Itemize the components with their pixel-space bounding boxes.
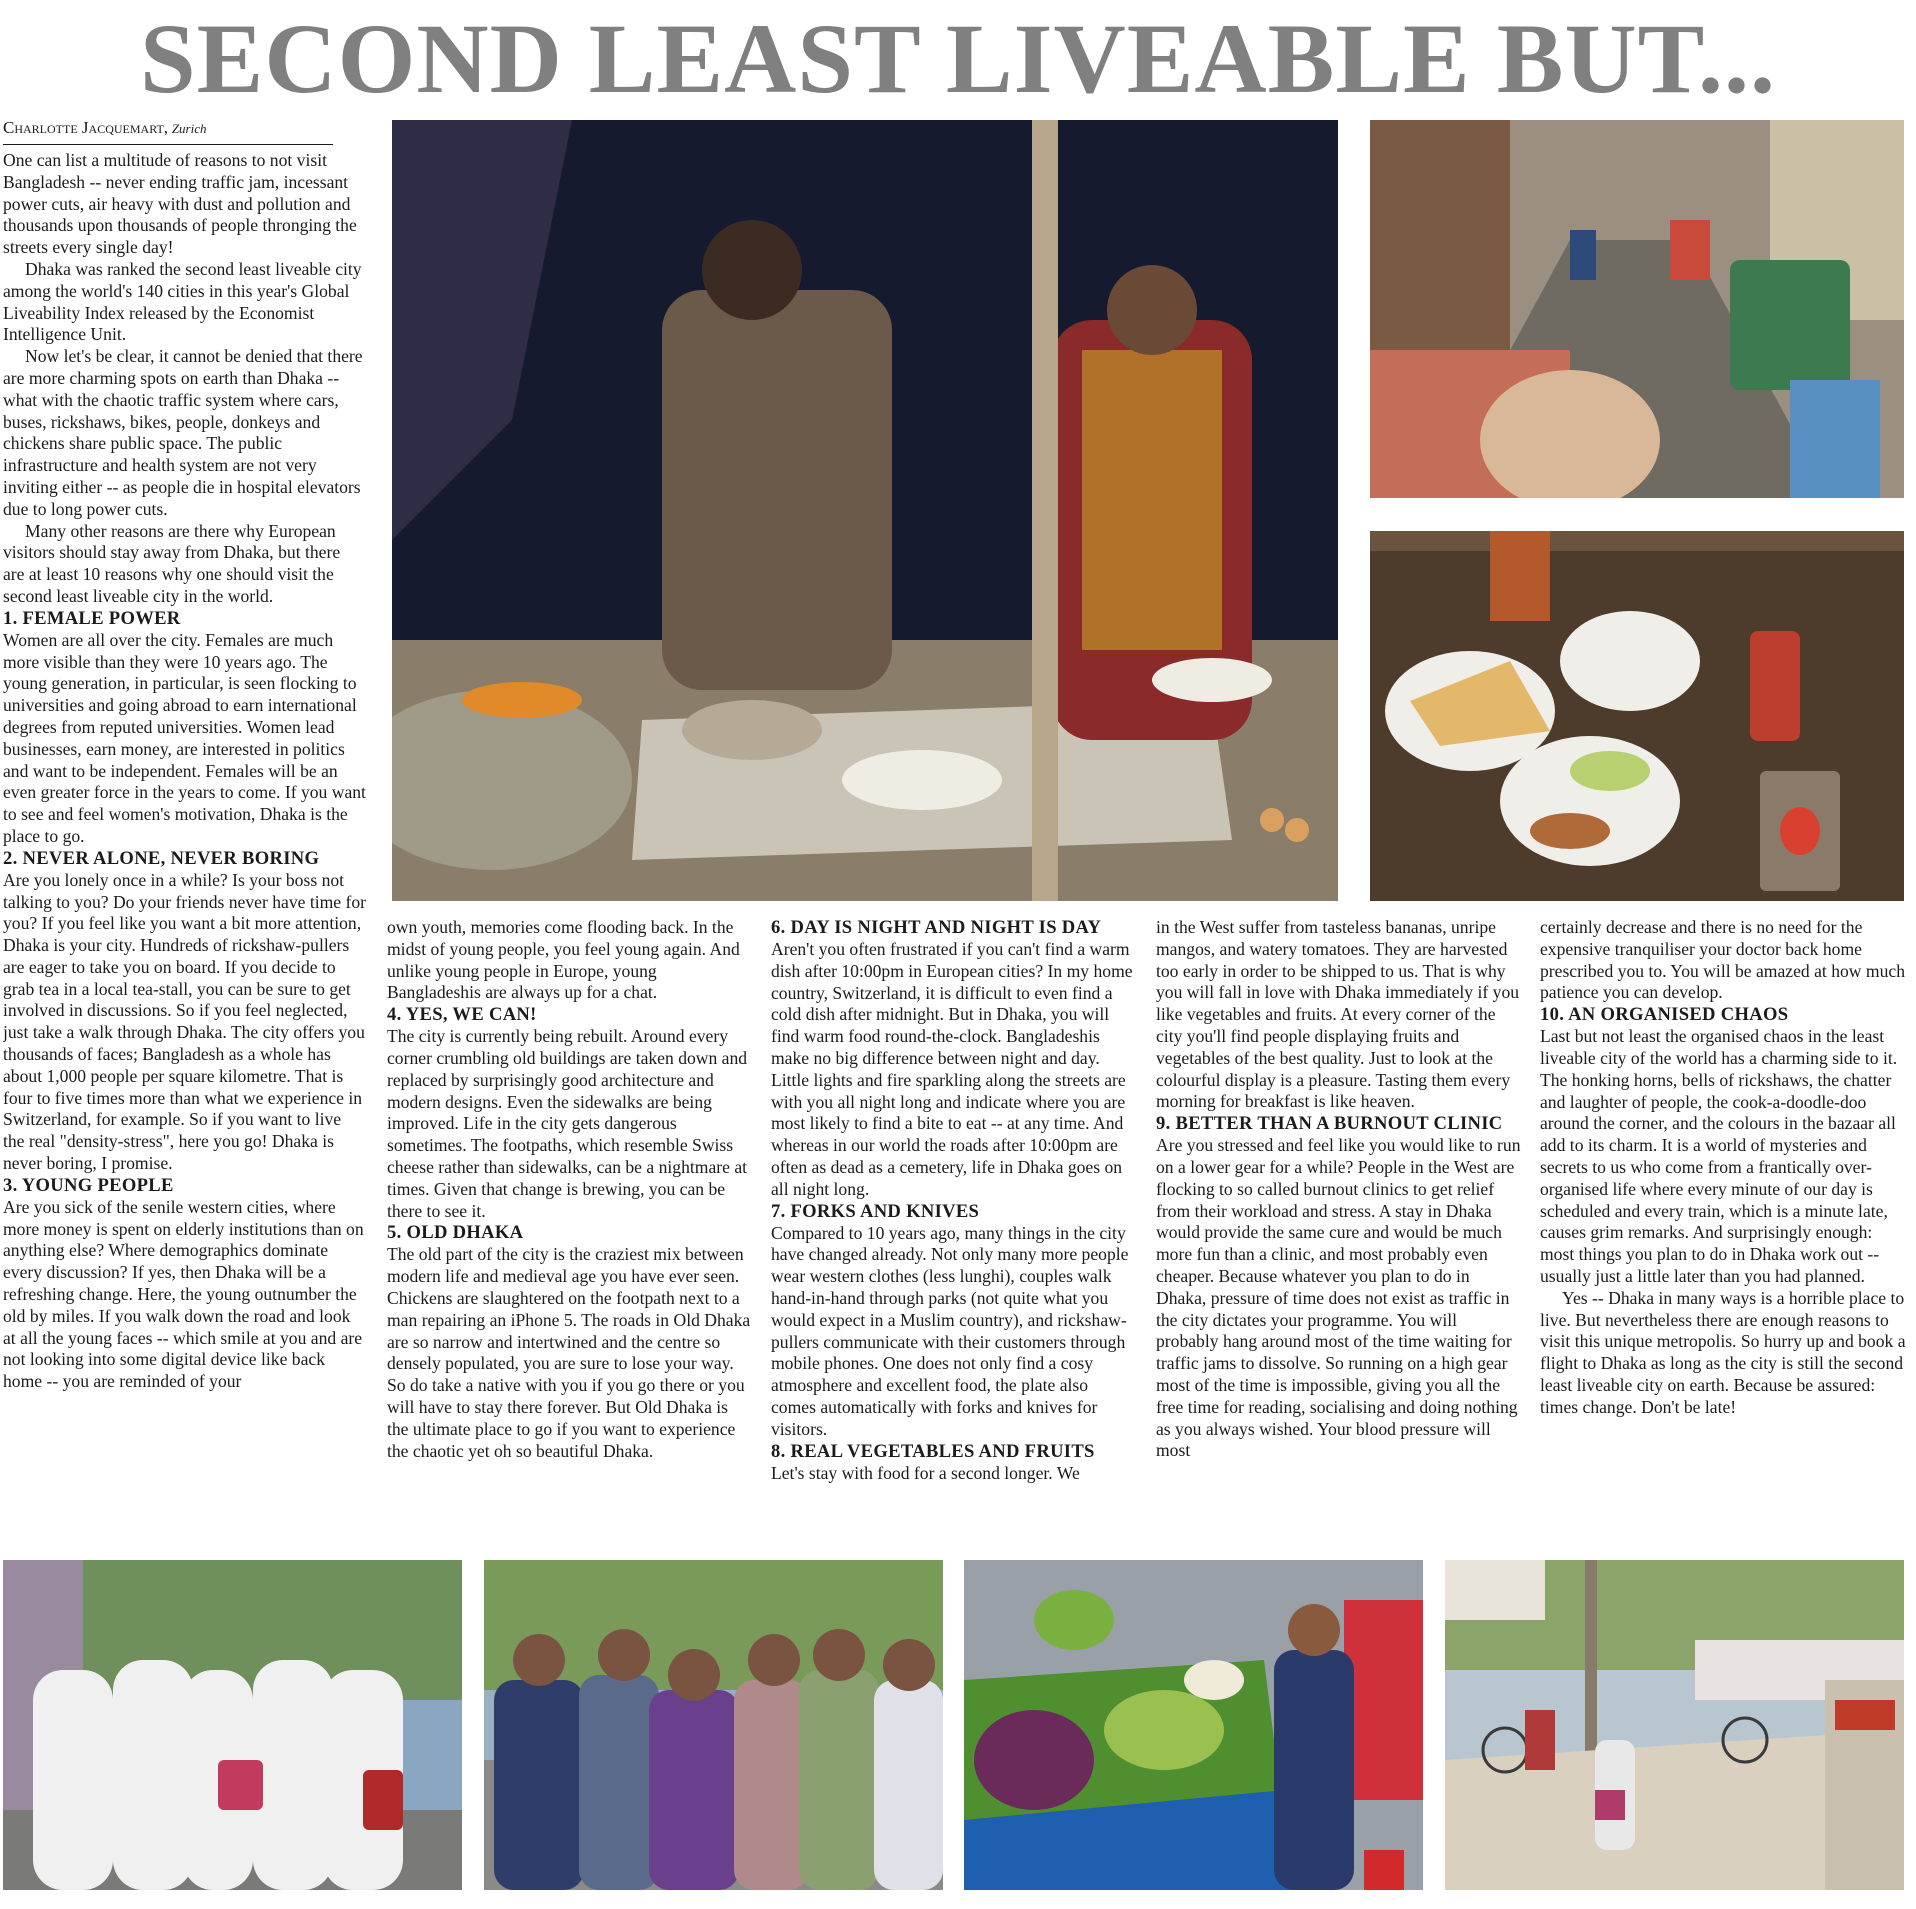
byline-location: Zurich xyxy=(171,121,207,136)
section-heading: 7. FORKS AND KNIVES xyxy=(771,1200,980,1222)
headline: SECOND LEAST LIVEABLE BUT... xyxy=(140,3,1776,114)
section-body: Are you stressed and feel like you would like to run on a lower gear for a while? People in the West are flocking to so called burnout clinics to get relief from their workload and stress. A stay in Dhaka would provide the same cure and would be much more fun than a clinic, and most probably even cheaper. Because whatever you plan to do in Dhaka, pressure of time does not exist as traffic in the city dictates your programme. You will probably hang around most of the time waiting for traffic jams to dissolve. So running on a high gear most of the time is impossible, giving you all the free time for reading, socialising and doing nothing as you always wished. Your blood pressure will most xyxy=(1156,1135,1521,1461)
intro-paragraph: Now let's be clear, it cannot be denied that there are more charming spots on earth than Dhaka -- what with the chaotic traffic system where cars, buses, rickshaws, bikes, people, donkeys and chickens share public space. The public infrastructure and health system are not very inviting either -- as people die in hospital elevators due to long power cuts. xyxy=(3,346,363,519)
section-heading: 5. OLD DHAKA xyxy=(387,1222,524,1244)
byline xyxy=(3,116,333,145)
column-5 xyxy=(1540,917,1910,1537)
section-body: certainly decrease and there is no need for the expensive tranquiliser your doctor back home prescribed you to. You will be amazed at how much patience you can develop. xyxy=(1540,917,1905,1003)
column-1 xyxy=(3,150,366,1540)
section-body: Compared to 10 years ago, many things in the city have changed already. Not only many more people wear western clothes (less lunghi), couples walk hand-in-hand through parks (not quite what you would expect in a Muslim country), and rickshaw-pullers communicate with their customers through mobile phones. One does not only find a cosy atmosphere and excellent food, the plate also comes automatically with forks and knives for visitors. xyxy=(771,1222,1129,1439)
section-body: Last but not least the organised chaos in the least liveable city of the world has a charming side to it. The honking horns, bells of rickshaws, the chatter and laughter of people, the cook-a-doodle-doo around the corner, and the colours in the bazaar all add to its charm. It is a world of mysteries and secrets to us who come from a frantically over-organised life where every minute of our day is scheduled and every train, which is a minute late, causes grim remarks. And surprisingly enough: most things you plan to do in Dhaka work out -- usually just a little later than you had planned. xyxy=(1540,1026,1898,1286)
section-heading: 10. AN ORGANISED CHAOS xyxy=(1540,1004,1789,1026)
closing-paragraph: Yes -- Dhaka in many ways is a horrible place to live. But nevertheless there are enough reasons to visit this unique metropolis. So hurry up and book a flight to Dhaka as long as the city is still the second least liveable city on earth. Because be assured: times change. Don't be late! xyxy=(1540,1287,1906,1417)
section-body: Are you lonely once in a while? Is your boss not talking to you? Do your friends never have time for you? If you feel like you want a bit more attention, Dhaka is your city. Hundreds of rickshaw-pullers are eager to take you on board. If you decide to grab tea in a local tea-stall, you can be sure to get involved in discussions. So if you feel neglected, just take a walk through Dhaka. The city offers you thousands of faces; Bangladesh as a whole has about 1,000 people per square kilometre. That is four to five times more than what we experience in Switzerland, for example. So if you want to live the real "density-stress", here you go! Dhaka is never boring, I promise. xyxy=(3,869,366,1174)
section-heading: 8. REAL VEGETABLES AND FRUITS xyxy=(771,1440,1095,1462)
section-body: Women are all over the city. Females are much more visible than they were 10 years ago. The young generation, in particular, is seen flocking to universities and going abroad to earn international degrees from reputed universities. Women lead businesses, earn money, are interested in politics and want to be independent. Females will be an even greater force in the years to come. If you want to see and feel women's motivation, Dhaka is the place to go. xyxy=(3,629,366,846)
section-body: The old part of the city is the craziest mix between modern life and medieval age you have ever seen. Chickens are slaughtered on the footpath next to a man repairing an iPhone 5. The roads in Old Dhaka are so narrow and intertwined and the centre so densely populated, you are sure to lose your way. So do take a native with you if you go there or you will have to stay there forever. But Old Dhaka is the ultimate place to go if you want to experience the chaotic yet oh so beautiful Dhaka. xyxy=(387,1244,751,1461)
column-2 xyxy=(387,917,752,1537)
section-heading: 4. YES, WE CAN! xyxy=(387,1004,537,1026)
photo-young-women xyxy=(3,1560,462,1890)
byline-author: Charlotte Jacquemart, xyxy=(3,118,169,137)
section-body: Let's stay with food for a second longer. We xyxy=(771,1462,1080,1483)
intro-paragraph: One can list a multitude of reasons to not visit Bangladesh -- never ending traffic jam, incessant power cuts, air heavy with dust and pollution and thousands upon thousands of people thronging the streets every single day! xyxy=(3,150,357,258)
photo-vegetable-stall xyxy=(964,1560,1423,1890)
section-body: The city is currently being rebuilt. Around every corner crumbling old buildings are taken down and replaced by surprisingly good architecture and modern designs. Even the sidewalks are being improved. Life in the city gets dangerous sometimes. The footpaths, which resemble Swiss cheese rather than sidewalks, can be a nightmare at times. Given that change is brewing, you can be there to see it. xyxy=(387,1026,748,1221)
column-4 xyxy=(1156,917,1521,1537)
photo-breakfast-plates xyxy=(1370,531,1904,901)
section-body: Are you sick of the senile western cities, where more money is spent on elderly institutions than on anything else? Where demographics dominate every discussion? If yes, then Dhaka will be a refreshing change. Here, the young outnumber the old by miles. If you walk down the road and look at all the young faces -- which smile at you and are not looking into some digital device like back home -- you are reminded of your xyxy=(3,1196,364,1392)
column-3 xyxy=(771,917,1136,1537)
photo-young-men xyxy=(484,1560,943,1890)
section-heading: 9. BETTER THAN A BURNOUT CLINIC xyxy=(1156,1113,1503,1135)
photo-busy-street xyxy=(1445,1560,1904,1890)
section-heading: 3. YOUNG PEOPLE xyxy=(3,1174,174,1196)
section-body: own youth, memories come flooding back. In the midst of young people, you feel young again. And unlike young people in Europe, young Bangladeshis are always up for a chat. xyxy=(387,917,740,1003)
intro-paragraph: Dhaka was ranked the second least liveable city among the world's 140 cities in this year's Global Liveability Index released by the Economist Intelligence Unit. xyxy=(3,258,362,345)
photo-rickshaw-street xyxy=(1370,120,1904,498)
section-body: in the West suffer from tasteless bananas, unripe mangos, and watery tomatoes. They are harvested too early in order to be shipped to us. That is why you will fall in love with Dhaka immediately if you like vegetables and fruits. At every corner of the city you'll find people displaying fruits and vegetables of the best quality. Just to look at the colourful display is a pleasure. Tasting them every morning for breakfast is like heaven. xyxy=(1156,917,1520,1112)
section-body: Aren't you often frustrated if you can't find a warm dish after 10:00pm in European cities? In my home country, Switzerland, it is difficult to even find a cold dish after midnight. But in Dhaka, you will find warm food round-the-clock. Bangladeshis make no big difference between night and day. Little lights and fire sparkling along the streets are with you all night long and indicate where you are most likely to find a bite to eat -- at any time. And whereas in our world the roads after 10:00pm are often as dead as a cemetery, life in Dhaka goes on all night long. xyxy=(771,939,1133,1199)
section-heading: 2. NEVER ALONE, NEVER BORING xyxy=(3,847,320,869)
section-heading: 6. DAY IS NIGHT AND NIGHT IS DAY xyxy=(771,917,1102,938)
section-heading: 1. FEMALE POWER xyxy=(3,607,181,629)
photo-night-food-stall xyxy=(392,120,1338,901)
intro-paragraph: Many other reasons are there why European visitors should stay away from Dhaka, but there are at least 10 reasons why one should visit the second least liveable city in the world. xyxy=(3,520,341,606)
